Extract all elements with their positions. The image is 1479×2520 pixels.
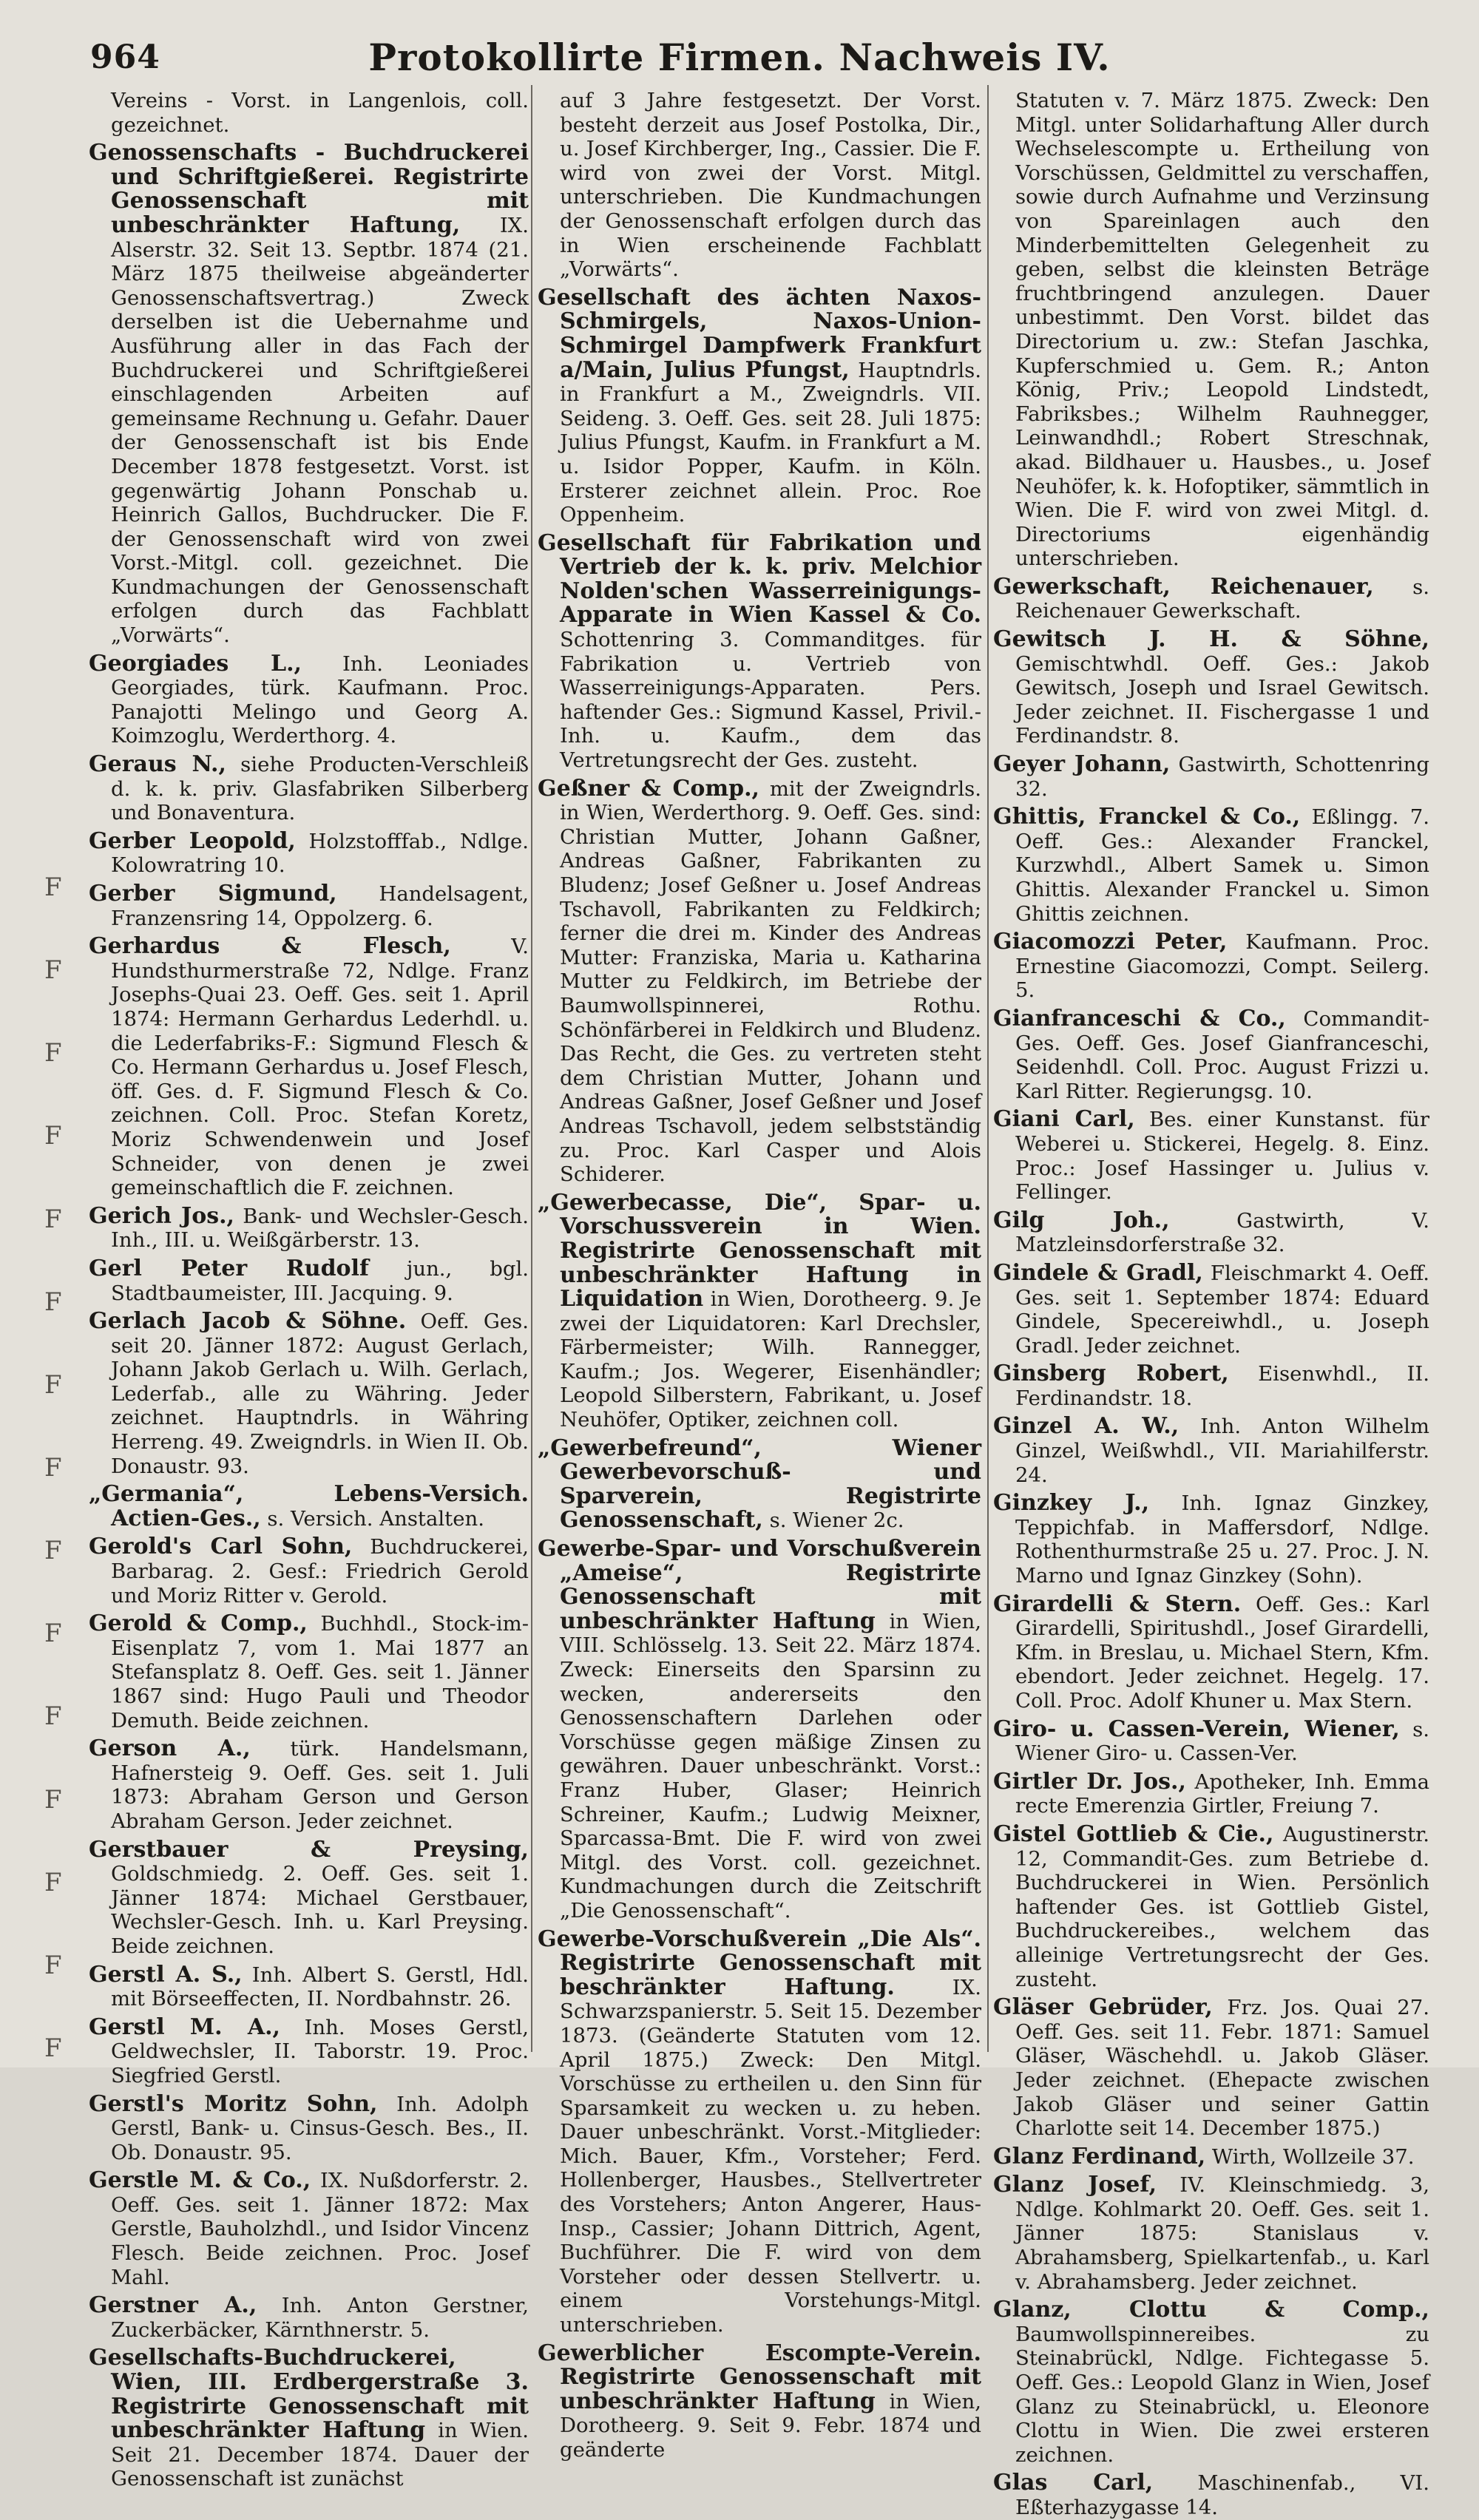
firm-name: Gewerkschaft, Reichenauer,: [993, 573, 1374, 600]
entry-text: in Wien, Dorotheerg. 9. Seit 9. Febr. 1874 und geänderte: [560, 2389, 981, 2462]
entry-text: s. Wiener 2c.: [769, 1508, 904, 1533]
directory-entry: [993, 1770, 1429, 1818]
directory-entry: [538, 529, 981, 773]
entry-text: Bank- und Wechsler-Gesch. Inh., III. u. Weißgärberstr. 13.: [111, 1204, 529, 1253]
margin-mark: F: [44, 1868, 62, 1897]
margin-mark: F: [44, 1619, 62, 1648]
margin-mark: F: [44, 2033, 62, 2063]
page-title: Protokollirte Firmen. Nachweis IV.: [368, 35, 1111, 79]
entry-text: Buchhdl., Stock-im-Eisenplatz 7, vom 1. Mai 1877 an Stefansplatz 8. Oeff. Ges. seit 1. Jänner 1867 sind: Hugo Pauli und Theodor Demuth. Beide zeichnen.: [111, 1612, 529, 1732]
firm-name: Gesellschaft für Fabrikation und Vertrieb der k. k. priv. Melchior Nolden'schen Wasserreinigungs-Apparate in Wien Kassel & Co.: [538, 529, 981, 629]
firm-name: Gewitsch J. H. & Söhne,: [993, 626, 1429, 653]
directory-entry: [993, 753, 1429, 801]
entry-text: Buchdruckerei, Barbarag. 2. Gesf.: Friedrich Gerold und Moriz Ritter v. Gerold.: [111, 1535, 529, 1608]
directory-entry: [89, 2090, 529, 2165]
directory-entry: [993, 628, 1429, 748]
firm-name: Ghittis, Franckel & Co.,: [993, 804, 1301, 830]
firm-name: Gerich Jos.,: [89, 1202, 234, 1229]
directory-entry: [993, 2173, 1429, 2294]
entry-text: Oeff. Ges. seit 20. Jänner 1872: August Gerlach, Johann Jakob Gerlach u. Wilh. Gerlach, Lederfab., alle zu Währing. Jeder zeichnet. Hauptndrls. in Währing Herreng. 49. Zweigndrls. in Wien II. Ob. Donaustr. 93.: [111, 1310, 529, 1478]
entry-text: s. Wiener Giro- u. Cassen-Ver.: [1015, 1717, 1429, 1766]
entry-text: Kaufmann. Proc. Ernestine Giacomozzi, Compt. Seilerg. 5.: [1015, 930, 1429, 1003]
entry-text: Hauptndrls. in Frankfurt a M., Zweigndrls. VII. Seideng. 3. Oeff. Ges. seit 28. Juli 1875: Julius Pfungst, Kaufm. in Frankfurt a M. u. Isidor Popper, Kaufm. in Köln. Ersterer zeichnet allein. Proc. Roe Oppenheim.: [560, 358, 981, 527]
firm-name: Giro- u. Cassen-Verein, Wiener,: [993, 1715, 1400, 1742]
firm-name: Ginzkey J.,: [993, 1490, 1150, 1517]
column-left: [89, 89, 529, 2491]
firm-name: Gianfranceschi & Co.,: [993, 1005, 1286, 1032]
directory-entry: [538, 777, 981, 1187]
firm-name: Gerl Peter Rudolf: [89, 1255, 369, 1281]
column-right: [993, 89, 1430, 2519]
firm-name: Gerber Sigmund,: [89, 881, 337, 907]
entry-text: Vereins - Vorst. in Langenlois, coll. gezeichnet.: [111, 89, 529, 137]
entry-text: Baumwollspinnereibes. zu Steinabrückl, Ndlge. Fichtegasse 5. Oeff. Ges.: Leopold Glanz in Wien, Josef Glanz zu Steinabrückl, u. Eleonore Clottu in Wien. Die zwei ersteren zeichnen.: [1015, 2322, 1429, 2467]
directory-entry: [89, 827, 529, 878]
firm-name: Glanz, Clottu & Comp.,: [993, 2297, 1429, 2323]
column-rule: [531, 85, 532, 2052]
entry-text: in Wien, Dorotheerg. 9. Je zwei der Liquidatoren: Karl Drechsler, Färbermeister; Wilh. Rannegger, Kaufm.; Jos. Wegerer, Eisenhändler; Leopold Silberstern, Fabrikant, u. Josef Neuhöfer, Optiker, zeichnen coll.: [560, 1287, 982, 1432]
firm-name: Gewerbe-Vorschußverein „Die Als“. Registrirte Genossenschaft mit beschränkter Haftung.: [538, 1925, 981, 2000]
entry-text: Inh. Ignaz Ginzkey, Teppichfab. in Maffersdorf, Ndlge. Rothenthurmstraße 25 u. 27. Proc. J. N. Marno und Ignaz Ginzkey (Sohn).: [1015, 1491, 1429, 1588]
directory-entry: [538, 1191, 981, 1432]
directory-entry: [993, 805, 1429, 926]
directory-entry: [993, 1820, 1429, 1991]
firm-name: Gerlach Jacob & Söhne.: [89, 1308, 407, 1335]
directory-entry: [89, 1483, 529, 1531]
directory-entry: [993, 575, 1429, 623]
firm-name: Glanz Ferdinand,: [993, 2143, 1206, 2170]
directory-entry: [89, 935, 529, 1200]
firm-name: Gerold & Comp.,: [89, 1610, 308, 1637]
directory-entry: [993, 1362, 1429, 1410]
entry-text: IX. Schwarzspanierstr. 5. Seit 15. Dezember 1873. (Geänderte Statuten vom 12. April 1875.) Zweck: Den Mitgl. Vorschüsse zu ertheilen u. den Sinn für Sparsamkeit zu wecken u. zu heben. Dauer unbeschränkt. Vorst.-Mitglieder: Mich. Bauer, Kfm., Vorsteher; Ferd. Hollenberger, Hausbes., Stellvertreter des Vorstehers; Anton Angerer, Haus-Insp., Cassier; Johann Dittrich, Agent, Buchführer. Die F. wird von dem Vorsteher oder dessen Stellvertr. u. einem Vorstehungs-Mitgl. unterschrieben.: [560, 1975, 981, 2337]
page-number: 964: [90, 38, 160, 76]
firm-name: Geraus N.,: [89, 751, 226, 778]
firm-name: Ginsberg Robert,: [993, 1361, 1229, 1387]
firm-name: „Gewerbefreund“, Wiener Gewerbevorschuß- und Sparverein, Registrirte Genossenschaft,: [538, 1435, 981, 1534]
margin-mark: F: [44, 1453, 62, 1483]
firm-name: Giacomozzi Peter,: [993, 929, 1228, 955]
directory-entry: [89, 2013, 529, 2088]
entry-text: auf 3 Jahre festgesetzt. Der Vorst. besteht derzeit aus Josef Postolka, Dir., u. Josef Kirchberger, Ing., Cassier. Die F. wird von zwei der Vorst. Mitgl. unterschrieben. Die Kundmachungen der Genossenschaft erfolgen durch das in Wien erscheinende Fachblatt „Vorwärts“.: [560, 89, 981, 282]
firm-name: Gläser Gebrüder,: [993, 1994, 1213, 2021]
directory-entry: [538, 1437, 981, 1533]
firm-name: Gerstl M. A.,: [89, 2013, 280, 2040]
directory-entry: [993, 1415, 1429, 1487]
directory-entry: [993, 930, 1429, 1003]
entry-text: Holzstofffab., Ndlge. Kolowratring 10.: [111, 829, 529, 878]
entry-text: Handelsagent, Franzensring 14, Oppolzerg. 6.: [111, 882, 529, 930]
entry-text: türk. Handelsmann, Hafnersteig 9. Oeff. Ges. seit 1. Juli 1873: Abraham Gerson und Gerson Abraham Gerson. Jeder zeichnet.: [111, 1737, 529, 1833]
firm-name: Gesellschaft des ächten Naxos-Schmirgels, Naxos-Union-Schmirgel Dampfwerk Frankfurt a/Main, Julius Pfungst,: [538, 284, 981, 383]
firm-name: Gesellschafts-Buchdruckerei, Wien, III. Erdbergerstraße 3. Registrirte Genossenschaft mit unbeschränkter Haftung: [89, 2345, 529, 2444]
firm-name: „Gewerbecasse, Die“, Spar- u. Vorschussverein in Wien. Registrirte Genossenschaft mit unbeschränkter Haftung in Liquidation: [538, 1189, 981, 1312]
margin-mark: F: [44, 1701, 62, 1731]
directory-entry: [89, 882, 529, 930]
firm-name: Ginzel A. W.,: [993, 1413, 1180, 1440]
directory-entry: [993, 89, 1429, 571]
entry-text: Eisenwhdl., II. Ferdinandstr. 18.: [1015, 1362, 1430, 1410]
firm-name: Genossenschafts - Buchdruckerei und Schriftgießerei. Registrirte Genossenschaft mit unbeschränkter Haftung,: [89, 140, 529, 238]
entry-text: Inh. Anton Wilhelm Ginzel, Weißwhdl., VII. Mariahilferstr. 24.: [1015, 1415, 1429, 1487]
entry-text: Inh. Leoniades Georgiades, türk. Kaufmann. Proc. Panajotti Melingo und Georg A. Koimzoglu, Werderthorg. 4.: [111, 651, 529, 748]
firm-name: Gerhardus & Flesch,: [89, 933, 451, 960]
entry-text: Inh. Albert S. Gerstl, Hdl. mit Börseeffecten, II. Nordbahnstr. 26.: [111, 1962, 529, 2011]
firm-name: Gilg Joh.,: [993, 1207, 1170, 1233]
directory-entry: [89, 1963, 529, 2011]
entry-text: IX. Nußdorferstr. 2. Oeff. Ges. seit 1. Jänner 1872: Max Gerstle, Bauholzhdl., und Isidor Vincenz Flesch. Beide zeichnen. Proc. Josef Mahl.: [111, 2169, 529, 2289]
entry-text: Inh. Adolph Gerstl, Bank- u. Cinsus-Gesch. Bes., II. Ob. Donaustr. 95.: [111, 2092, 529, 2164]
margin-mark: F: [44, 1205, 62, 1234]
directory-entry: [538, 89, 981, 282]
entry-text: V. Hundsthurmerstraße 72, Ndlge. Franz Josephs-Quai 23. Oeff. Ges. seit 1. April 1874: Hermann Gerhardus Lederhdl. u. die Lederfabriks-F.: Sigmund Flesch & Co. Hermann Gerhardus u. Josef Flesch, öff. Ges. d. F. Sigmund Flesch & Co. zeichnen. Coll. Proc. Stefan Koretz, Moriz Schwendenwein und Josef Schneider, von denen je zwei gemeinschaftlich die F. zeichnen.: [111, 935, 529, 1200]
entry-text: s. Versich. Anstalten.: [267, 1506, 484, 1531]
entry-text: Goldschmiedg. 2. Oeff. Ges. seit 1. Jänner 1874: Michael Gerstbauer, Wechsler-Gesch. Inh. u. Karl Preysing. Beide zeichnen.: [111, 1862, 529, 1958]
firm-name: Georgiades L.,: [89, 650, 302, 677]
directory-entry: [993, 1593, 1429, 1713]
firm-name: Gerstbauer & Preysing,: [89, 1836, 529, 1863]
directory-entry: [538, 286, 981, 527]
entry-text: mit der Zweigndrls. in Wien, Werderthorg. 9. Oeff. Ges. sind: Christian Mutter, Johann Gaßner, Andreas Gaßner, Fabrikanten zu Bludenz; Josef Geßner u. Josef Andreas Tschavoll, Fabrikanten zu Feldkirch; ferner die drei m. Kinder des Andreas Mutter: Franziska, Maria u. Katharina Mutter zu Feldkirch, im Betriebe der Baumwollspinnerei, Rothu. Schönfärberei in Feldkirch und Bludenz. Das Recht, die Ges. zu vertreten steht dem Christian Mutter, Johann und Andreas Gaßner, Josef Geßner und Josef Andreas Tschavoll, jedem selbstständig zu. Proc. Karl Casper und Alois Schiderer.: [560, 776, 981, 1187]
directory-entry: [993, 2298, 1429, 2467]
margin-mark: F: [44, 1785, 62, 1815]
firm-name: Gerstl A. S.,: [89, 1961, 243, 1988]
firm-name: Gerstl's Moritz Sohn,: [89, 2090, 378, 2117]
directory-entry: [89, 89, 529, 137]
column-middle: [538, 89, 982, 2462]
directory-entry: [89, 1202, 529, 1253]
directory-entry: [993, 2471, 1429, 2519]
directory-entry: [89, 2169, 529, 2289]
firm-name: „Germania“, Lebens-Versich. Actien-Ges.,: [89, 1481, 529, 1531]
entry-text: IX. Alserstr. 32. Seit 13. Septbr. 1874 (21. März 1875 theilweise abgeänderter Genossenschaftsvertrag.) Zweck derselben ist die Uebernahme und Ausführung aller in das Fach der Buchdruckerei und Schriftgießerei einschlagenden Arbeiten auf gemeinsame Rechnung u. Gefahr. Dauer der Genossenschaft ist bis Ende December 1878 festgesetzt. Vorst. ist gegenwärtig Johann Ponschab u. Heinrich Gallos, Buchdrucker. Die F. der Genossenschaft wird von zwei Vorst.-Mitgl. coll. gezeichnet. Die Kundmachungen der Genossenschaft erfolgen durch das Fachblatt „Vorwärts“.: [111, 213, 529, 648]
firm-name: Gistel Gottlieb & Cie.,: [993, 1820, 1274, 1847]
entry-text: Statuten v. 7. März 1875. Zweck: Den Mitgl. unter Solidarhaftung Aller durch Wechselescompte u. Ertheilung von Vorschüssen, Geldmittel zu verschaffen, sowie durch Aufnahme und Verzinsung von Spareinlagen auch den Minderbemittelten Gelegenheit zu geben, selbst die kleinsten Beträge fruchtbringend anzulegen. Dauer unbestimmt. Den Vorst. bildet das Directorium u. zw.: Stefan Jaschka, Kupferschmied u. Gem. R.; Anton König, Priv.; Leopold Lindstedt, Fabriksbes.; Wilhelm Rauhnegger, Leinwandhdl.; Robert Streschnak, akad. Bildhauer u. Hausbes., u. Josef Neuhöfer, k. k. Hofoptiker, sämmtlich in Wien. Die F. wird von zwei Mitgl. d. Directoriums eigenhändig unterschrieben.: [1015, 89, 1429, 571]
firm-name: Gerson A.,: [89, 1735, 251, 1762]
margin-mark: F: [44, 1951, 62, 1980]
margin-mark: F: [44, 1370, 62, 1400]
entry-text: Gemischtwhdl. Oeff. Ges.: Jakob Gewitsch, Joseph und Israel Gewitsch. Jeder zeichnet. II. Fischergasse 1 und Ferdinandstr. 8.: [1015, 651, 1429, 748]
firm-name: Glanz Josef,: [993, 2172, 1157, 2198]
directory-entry: [993, 1007, 1429, 1103]
margin-mark: F: [44, 1536, 62, 1565]
entry-text: Schottenring 3. Commanditges. für Fabrikation u. Vertrieb von Wasserreinigungs-Apparaten. Pers. haftender Ges.: Sigmund Kassel, Privil.-Inh. u. Kaufm., dem das Vertretungsrecht der Ges. zusteht.: [560, 628, 981, 773]
column-rule: [987, 85, 989, 2052]
entry-text: in Wien. Seit 21. December 1874. Dauer der Genossenschaft ist zunächst: [111, 2419, 529, 2491]
margin-mark: F: [44, 1038, 62, 1068]
directory-entry: [89, 1737, 529, 1833]
entry-text: Fleischmarkt 4. Oeff. Ges. seit 1. September 1874: Eduard Gindele, Specereiwhdl., u. Joseph Gradl. Jeder zeichnet.: [1015, 1261, 1429, 1358]
directory-entry: [993, 1996, 1429, 2141]
directory-entry: [538, 1925, 981, 2337]
margin-mark: F: [44, 873, 62, 902]
entry-text: Inh. Moses Gerstl, Geldwechsler, II. Taborstr. 19. Proc. Siegfried Gerstl.: [111, 2015, 529, 2087]
entry-text: Commandit-Ges. Oeff. Ges. Josef Gianfranceschi, Seidenhdl. Coll. Proc. August Frizzi u. Karl Ritter. Regierungsg. 10.: [1015, 1006, 1430, 1103]
firm-name: Geyer Johann,: [993, 751, 1171, 778]
entry-text: s. Reichenauer Gewerkschaft.: [1015, 575, 1429, 623]
firm-name: Giani Carl,: [993, 1106, 1135, 1133]
entry-text: IV. Kleinschmiedg. 3, Ndlge. Kohlmarkt 20. Oeff. Ges. seit 1. Jänner 1875: Stanislaus v. Abrahamsberg, Spielkartenfab., u. Karl v. Abrahamsberg. Jeder zeichnet.: [1015, 2173, 1429, 2294]
entry-text: siehe Producten-Verschleiß d. k. k. priv. Glasfabriken Silberberg und Bonaventura.: [111, 753, 529, 825]
directory-entry: [993, 2145, 1429, 2170]
directory-entry: [89, 1612, 529, 1732]
directory-entry: [89, 141, 529, 647]
entry-text: Inh. Anton Gerstner, Zuckerbäcker, Kärnthnerstr. 5.: [111, 2294, 529, 2342]
firm-name: Gerstner A.,: [89, 2292, 257, 2319]
entry-text: Gastwirth, V. Matzleinsdorferstraße 32.: [1015, 1208, 1429, 1257]
directory-entry: [89, 1257, 529, 1305]
entry-text: Apotheker, Inh. Emma recte Emerenzia Girtler, Freiung 7.: [1015, 1769, 1430, 1818]
firm-name: Girardelli & Stern.: [993, 1591, 1242, 1617]
directory-entry: [89, 652, 529, 748]
directory-entry: [993, 1491, 1429, 1588]
firm-name: Gindele & Gradl,: [993, 1259, 1203, 1286]
directory-entry: [89, 753, 529, 825]
entry-text: Bes. einer Kunstanst. für Weberei u. Stickerei, Hegelg. 8. Einz. Proc.: Josef Hassinger u. Julius v. Fellinger.: [1015, 1108, 1429, 1205]
entry-text: Oeff. Ges.: Karl Girardelli, Spiritushdl., Josef Girardelli, Kfm. in Breslau, u. Michael Stern, Kfm. ebendort. Jeder zeichnet. Hegelg. 17. Coll. Proc. Adolf Khuner u. Max Stern.: [1015, 1592, 1430, 1713]
entry-text: Maschinenfab., VI. Eßterhazygasse 14.: [1015, 2471, 1429, 2519]
directory-entry: [89, 1310, 529, 1478]
directory-entry: [993, 1209, 1429, 1257]
firm-name: Gerstle M. & Co.,: [89, 2167, 311, 2194]
entry-text: Augustinerstr. 12, Commandit-Ges. zum Betriebe d. Buchdruckerei in Wien. Persönlich haftender Ges. ist Gottlieb Gistel, Buchdruckereibes., welchem das alleinige Vertretungsrecht der Ges. zusteht.: [1015, 1822, 1429, 1991]
firm-name: Geßner & Comp.,: [538, 775, 759, 802]
directory-entry: [89, 1838, 529, 1959]
directory-entry: [538, 2342, 981, 2462]
margin-mark: F: [44, 1121, 62, 1151]
margin-mark: F: [44, 955, 62, 985]
margin-mark: F: [44, 1287, 62, 1317]
directory-entry: [89, 1535, 529, 1608]
directory-entry: [993, 1261, 1429, 1358]
firm-name: Gerber Leopold,: [89, 827, 296, 854]
page-header: [0, 28, 1479, 80]
firm-name: Gewerbe-Spar- und Vorschußverein „Ameise“, Registrirte Genossenschaft mit unbeschränkter Haftung: [538, 1536, 981, 1634]
directory-entry: [89, 2346, 529, 2491]
entry-text: Wirth, Wollzeile 37.: [1211, 2144, 1415, 2169]
directory-entry: [993, 1108, 1429, 1204]
entry-text: Frz. Jos. Quai 27. Oeff. Ges. seit 11. Febr. 1871: Samuel Gläser, Wäschehdl. u. Jakob Gläser. Jeder zeichnet. (Ehepacte zwischen Jakob Gläser und seiner Gattin Charlotte seit 14. December 1875.): [1015, 1996, 1429, 2141]
directory-entry: [89, 2294, 529, 2342]
entry-text: jun., bgl. Stadtbaumeister, III. Jacquing. 9.: [111, 1256, 529, 1305]
entry-text: Gastwirth, Schottenring 32.: [1015, 753, 1429, 801]
entry-text: Eßlingg. 7. Oeff. Ges.: Alexander Franckel, Kurzwhdl., Albert Samek u. Simon Ghittis. Alexander Franckel u. Simon Ghittis zeichnen.: [1015, 805, 1429, 926]
directory-entry: [993, 1715, 1429, 1766]
firm-name: Girtler Dr. Jos.,: [993, 1768, 1186, 1795]
directory-entry: [538, 1537, 981, 1923]
firm-name: Glas Carl,: [993, 2470, 1154, 2496]
entry-text: in Wien, VIII. Schlösselg. 13. Seit 22. März 1874. Zweck: Einerseits den Sparsinn zu wecken, andererseits den Genossenschaftern Darlehen oder Vorschüsse gegen mäßige Zinsen zu gewähren. Dauer unbeschränkt. Vorst.: Franz Huber, Glaser; Heinrich Schreiner, Kaufm.; Ludwig Meixner, Sparcassa-Bmt. Die F. wird von zwei Mitgl. des Vorst. coll. gezeichnet. Kundmachungen durch die Zeitschrift „Die Genossenschaft“.: [560, 1609, 981, 1923]
firm-name: Gerold's Carl Sohn,: [89, 1534, 353, 1560]
firm-name: Gewerblicher Escompte-Verein. Registrirte Genossenschaft mit unbeschränkter Haftung: [538, 2340, 981, 2414]
